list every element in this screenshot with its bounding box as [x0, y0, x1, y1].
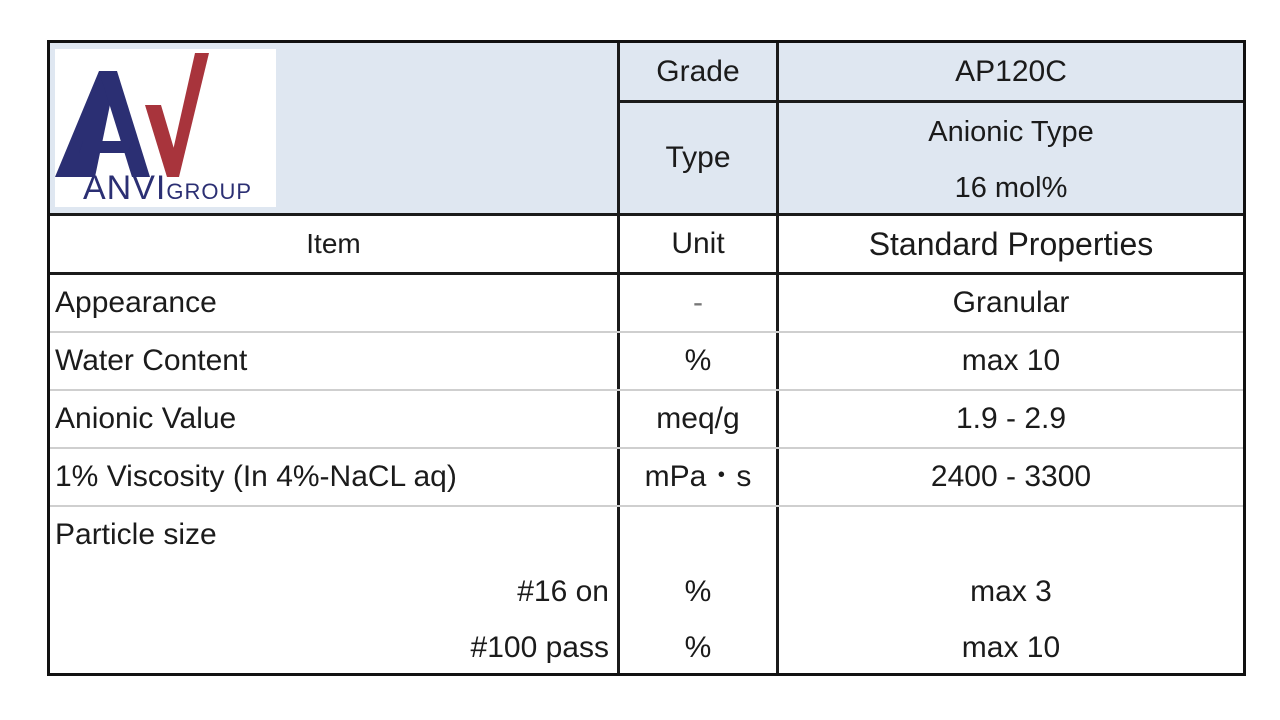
- logo-group: GROUP: [166, 179, 253, 204]
- row-viscosity-unit: mPa・s: [644, 460, 752, 493]
- logo-wordmark: [83, 171, 252, 205]
- row-particle16-item: #16 on: [517, 575, 609, 608]
- row-appearance-unit: -: [693, 286, 703, 319]
- anvi-group-logo: [55, 49, 276, 207]
- row-water-item: Water Content: [55, 344, 248, 377]
- row-particle-label: Particle size: [55, 518, 217, 551]
- logo-brand: ANVI: [83, 169, 167, 207]
- grade-value: AP120C: [955, 54, 1067, 88]
- row-water-value: max 10: [961, 344, 1061, 377]
- row-appearance-item: Appearance: [55, 286, 217, 319]
- row-particle100-value: max 10: [961, 631, 1061, 664]
- row-water-unit: %: [684, 344, 712, 377]
- row-viscosity-value: 2400 - 3300: [930, 460, 1092, 493]
- spec-table: [47, 40, 1246, 676]
- row-anionic-item: Anionic Value: [55, 402, 237, 435]
- row-particle100-unit: %: [684, 631, 712, 664]
- row-anionic-unit: meq/g: [656, 402, 740, 435]
- row-anionic-value: 1.9 - 2.9: [955, 402, 1067, 435]
- type-label: Type: [665, 141, 731, 174]
- type-value-line2: 16 mol%: [954, 171, 1068, 204]
- grade-label: Grade: [656, 54, 740, 88]
- row-viscosity-item: 1% Viscosity (In 4%-NaCL aq): [55, 460, 457, 493]
- row-particle100-item: #100 pass: [470, 631, 609, 664]
- column-unit: Unit: [671, 227, 725, 260]
- type-value-line1: Anionic Type: [928, 115, 1094, 148]
- column-item: Item: [306, 228, 361, 259]
- row-appearance-value: Granular: [952, 286, 1070, 319]
- column-standard: Standard Properties: [868, 226, 1154, 262]
- row-particle16-value: max 3: [970, 575, 1052, 608]
- row-particle16-unit: %: [684, 575, 712, 608]
